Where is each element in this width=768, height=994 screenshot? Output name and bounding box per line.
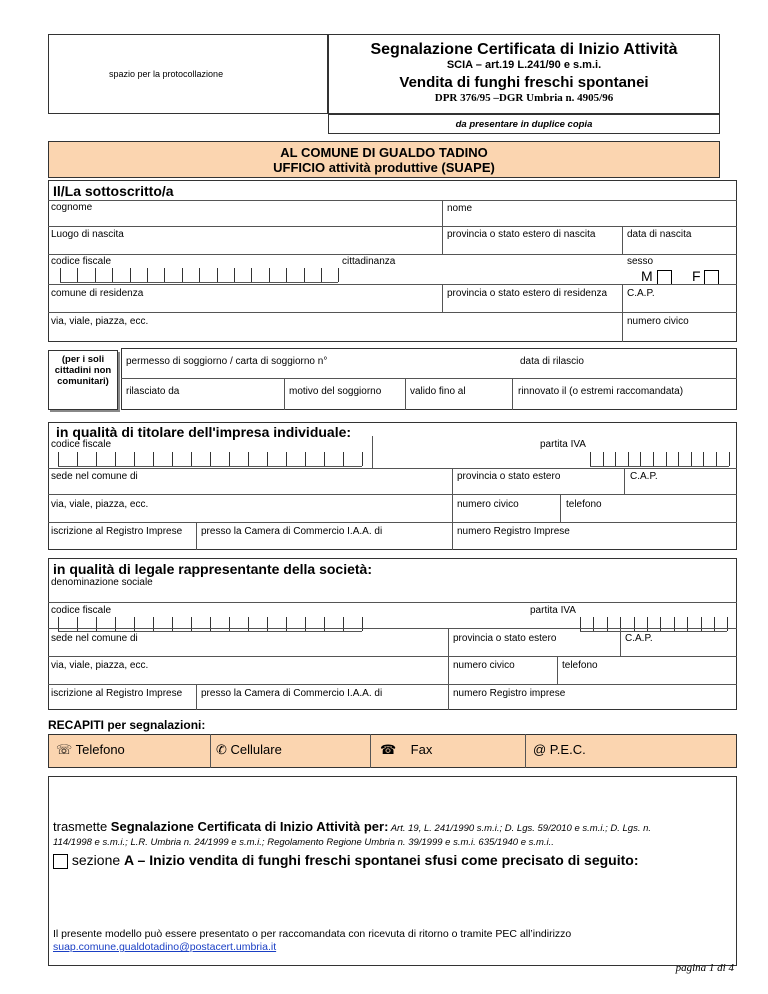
char-cell-divider: [286, 452, 287, 466]
section-a-checkbox[interactable]: [53, 854, 68, 869]
ind-camera-label: presso la Camera di Commercio I.A.A. di: [201, 526, 383, 537]
char-cell-divider: [96, 452, 97, 466]
company-cf-label: codice fiscale: [51, 605, 112, 616]
char-cell-divider: [164, 268, 165, 282]
transmission-line: trasmette Segnalazione Certificata di Inizio Attività per: Art. 19, L. 241/1990 s.m.i.; D. Lgs. 59/2010 e s.m.i.; D. Lgs. n.: [53, 819, 652, 834]
protocol-label: spazio per la protocollazione: [109, 69, 224, 79]
transmission-refs2: 114/1998 e s.m.i.; L.R. Umbria n. 24/1999 e s.m.i.; Regolamento Regione Umbria n. 39/1999 e s.m.i. 635/1940 e s.m.i..: [53, 837, 554, 848]
phone-icon: ☏: [56, 742, 76, 757]
sex-m[interactable]: M: [641, 268, 672, 285]
char-cell-divider: [58, 452, 59, 466]
individual-heading: in qualità di titolare dell'impresa individuale:: [56, 424, 352, 440]
char-cell-divider: [269, 268, 270, 282]
char-cell-divider: [95, 268, 96, 282]
contact-telefono[interactable]: ☏ Telefono: [56, 742, 125, 757]
recipient-line2: UFFICIO attività produttive (SUAPE): [273, 160, 495, 175]
char-cell-divider: [147, 268, 148, 282]
pec-email-link[interactable]: suap.comune.gualdotadino@postacert.umbria.it: [53, 941, 277, 953]
data-nascita-label: data di nascita: [627, 229, 692, 240]
char-cell-divider: [134, 452, 135, 466]
char-cell-divider: [343, 452, 344, 466]
ind-iscrizione-label: iscrizione al Registro Imprese: [51, 526, 183, 537]
char-cell-divider: [678, 452, 679, 466]
provincia-nascita-label: provincia o stato estero di nascita: [447, 229, 596, 240]
provincia-residenza-label: provincia o stato estero di residenza: [447, 288, 608, 299]
char-cell-baseline: [60, 282, 338, 283]
char-cell-divider: [199, 268, 200, 282]
company-heading: in qualità di legale rappresentante della società:: [53, 561, 372, 577]
company-iscrizione-label: iscrizione al Registro Imprese: [51, 688, 183, 699]
char-cell-divider: [666, 452, 667, 466]
char-cell-divider: [304, 268, 305, 282]
copies-box: [328, 114, 720, 134]
contact-pec[interactable]: @ P.E.C.: [533, 742, 586, 757]
char-cell-divider: [703, 452, 704, 466]
comune-residenza-label: comune di residenza: [51, 288, 144, 299]
law-ref: DPR 376/95 –DGR Umbria n. 4905/96: [434, 92, 614, 104]
char-cell-divider: [286, 268, 287, 282]
motivo-label: motivo del soggiorno: [289, 386, 382, 397]
contact-fax[interactable]: ☎ Fax: [380, 742, 433, 757]
company-registro-label: numero Registro imprese: [453, 688, 566, 699]
char-cell-divider: [248, 452, 249, 466]
char-cell-divider: [172, 452, 173, 466]
cap-label: C.A.P.: [627, 288, 655, 299]
company-via-label: via, viale, piazza, ecc.: [51, 660, 149, 671]
char-cell-divider: [210, 452, 211, 466]
ind-cap-label: C.A.P.: [630, 471, 658, 482]
foreign-note-box: [48, 350, 118, 410]
char-cell-divider: [191, 452, 192, 466]
char-cell-divider: [729, 452, 730, 466]
char-cell-divider: [628, 452, 629, 466]
char-cell-divider: [60, 268, 61, 282]
recipient-box: [48, 141, 720, 178]
numero-civico-label: numero civico: [627, 316, 689, 327]
form-title: Segnalazione Certificata di Inizio Attività: [370, 41, 678, 58]
char-cell-divider: [130, 268, 131, 282]
ind-cf-ticks[interactable]: [58, 452, 368, 466]
company-civico-label: numero civico: [453, 660, 515, 671]
codice-fiscale-ticks[interactable]: [60, 268, 340, 282]
rinnovato-label: rinnovato il (o estremi raccomandata): [518, 386, 684, 397]
company-camera-label: presso la Camera di Commercio I.A.A. di: [201, 688, 383, 699]
company-provincia-label: provincia o stato estero: [453, 633, 557, 644]
char-cell-baseline: [580, 631, 727, 632]
char-cell-divider: [153, 452, 154, 466]
protocol-box: [48, 34, 328, 114]
company-cap-label: C.A.P.: [625, 633, 653, 644]
char-cell-divider: [603, 452, 604, 466]
company-telefono-label: telefono: [562, 660, 598, 671]
sesso-label: sesso: [627, 256, 654, 267]
ind-civico-label: numero civico: [457, 499, 519, 510]
char-cell-divider: [590, 452, 591, 466]
section-a[interactable]: sezione A – Inizio vendita di funghi freschi spontanei sfusi come precisato di seguito:: [53, 852, 639, 869]
nome-label: nome: [447, 203, 473, 214]
char-cell-divider: [338, 268, 339, 282]
char-cell-divider: [324, 452, 325, 466]
valido-label: valido fino al: [410, 386, 466, 397]
char-cell-divider: [362, 452, 363, 466]
char-cell-divider: [267, 452, 268, 466]
char-cell-baseline: [58, 466, 362, 467]
company-piva-label: partita IVA: [530, 605, 576, 616]
char-cell-divider: [321, 268, 322, 282]
footer-line1: Il presente modello può essere presentato o per raccomandata con ricevuta di ritorno o tramite PEC all’indirizzo: [53, 928, 572, 940]
recipient-line1: AL COMUNE DI GUALDO TADINO: [280, 145, 488, 160]
char-cell-baseline: [58, 631, 362, 632]
sex-f[interactable]: F: [692, 268, 719, 285]
ind-telefono-label: telefono: [566, 499, 602, 510]
char-cell-divider: [229, 452, 230, 466]
data-rilascio-label: data di rilascio: [520, 356, 584, 367]
copies-note: da presentare in duplice copia: [455, 119, 593, 130]
ind-via-label: via, viale, piazza, ecc.: [51, 499, 149, 510]
char-cell-divider: [234, 268, 235, 282]
company-denominazione-label: denominazione sociale: [51, 577, 153, 588]
char-cell-divider: [640, 452, 641, 466]
char-cell-divider: [716, 452, 717, 466]
form-heading2: Vendita di funghi freschi spontanei: [399, 74, 649, 91]
foreign-note: (per i soli cittadini non comunitari): [54, 354, 112, 387]
char-cell-divider: [115, 452, 116, 466]
company-sede-label: sede nel comune di: [51, 633, 138, 644]
ind-cf-label: codice fiscale: [51, 439, 112, 450]
page-number: pagina 1 di 4: [675, 962, 734, 974]
fax-icon: ☎: [380, 742, 400, 757]
char-cell-divider: [77, 268, 78, 282]
char-cell-divider: [182, 268, 183, 282]
permesso-label: permesso di soggiorno / carta di soggiorno n°: [126, 356, 328, 367]
luogo-nascita-label: Luogo di nascita: [51, 229, 124, 240]
rilasciato-label: rilasciato da: [126, 386, 180, 397]
contact-cellulare[interactable]: ✆ Cellulare: [216, 742, 282, 757]
ind-piva-label: partita IVA: [540, 439, 586, 450]
ind-provincia-label: provincia o stato estero: [457, 471, 561, 482]
char-cell-baseline: [590, 466, 729, 467]
char-cell-divider: [112, 268, 113, 282]
cittadinanza-label: cittadinanza: [342, 256, 396, 267]
cognome-label: cognome: [51, 202, 93, 213]
form-subtitle: SCIA – art.19 L.241/90 e s.m.i.: [446, 59, 602, 71]
mobile-icon: ✆: [216, 742, 231, 757]
char-cell-divider: [251, 268, 252, 282]
via-label: via, viale, piazza, ecc.: [51, 316, 149, 327]
signer-heading: Il/La sottoscritto/a: [53, 183, 174, 199]
codice-fiscale-label: codice fiscale: [51, 256, 112, 267]
sex-f-checkbox[interactable]: [704, 270, 719, 285]
char-cell-divider: [305, 452, 306, 466]
ind-registro-label: numero Registro Imprese: [457, 526, 570, 537]
title-box: [328, 34, 720, 114]
char-cell-divider: [653, 452, 654, 466]
ind-sede-label: sede nel comune di: [51, 471, 138, 482]
char-cell-divider: [615, 452, 616, 466]
ind-piva-ticks[interactable]: [590, 452, 730, 466]
contacts-heading: RECAPITI per segnalazioni:: [48, 718, 206, 732]
char-cell-divider: [77, 452, 78, 466]
char-cell-divider: [691, 452, 692, 466]
char-cell-divider: [217, 268, 218, 282]
sex-m-checkbox[interactable]: [657, 270, 672, 285]
